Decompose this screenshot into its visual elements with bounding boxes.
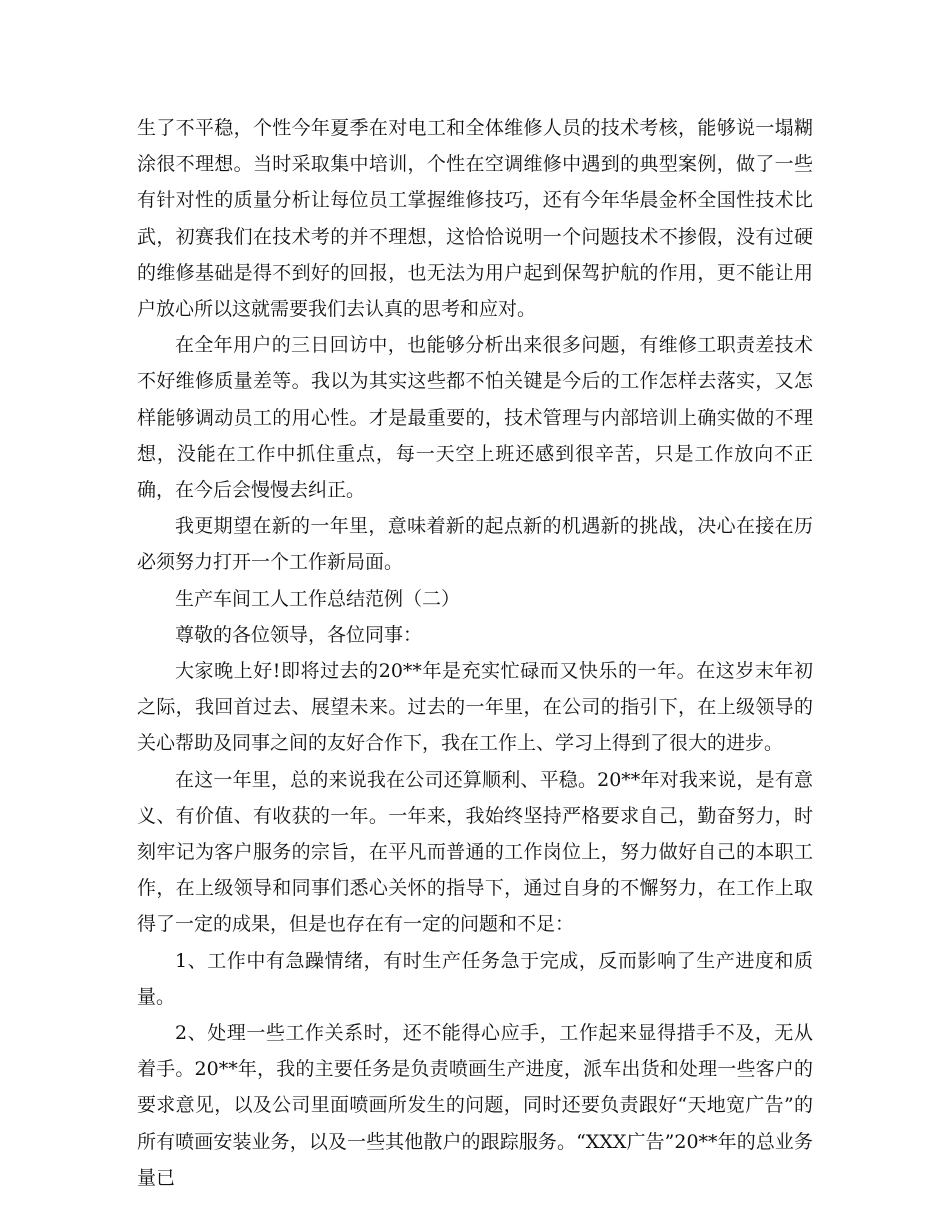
paragraph-3: 我更期望在新的一年里，意味着新的起点新的机遇新的挑战，决心在接在历必须努力打开一个工作新局面。 [137, 515, 813, 574]
list-item-2: 2、处理一些工作关系时，还不能得心应手，工作起来显得措手不及，无从着手。20**年，我的主要任务是负责喷画生产进度，派车出货和处理一些客户的要求意见，以及公司里面喷画所发生的问题，同时还要负责跟好“天地宽广告”的所有喷画安装业务，以及一些其他散户的跟踪服务。“XXX广告”20**年的总业务量已 [137, 1022, 813, 1189]
section-heading: 生产车间工人工作总结范例（二） [175, 587, 461, 610]
paragraph-2: 在全年用户的三日回访中，也能够分析出来很多问题，有维修工职责差技术不好维修质量差等。我以为其实这些都不怕关键是今后的工作怎样去落实，又怎样能够调动员工的用心性。才是最重要的，技术管理与内部培训上确实做的不理想，没能在工作中抓住重点，每一天空上班还感到很辛苦，只是工作放向不正确，在今后会慢慢去纠正。 [137, 334, 813, 502]
paragraph-1: 生了不平稳，个性今年夏季在对电工和全体维修人员的技术考核，能够说一塌糊涂很不理想。当时采取集中培训，个性在空调维修中遇到的典型案例，做了一些有针对性的质量分析让每位员工掌握维修技巧，还有今年华晨金杯全国性技术比武，初赛我们在技术考的并不理想，这恰恰说明一个问题技术不掺假，没有过硬的维修基础是得不到好的回报，也无法为用户起到保驾护航的作用，更不能让用户放心所以这就需要我们去认真的思考和应对。 [137, 117, 813, 321]
salutation: 尊敬的各位领导，各位同事： [175, 623, 423, 646]
paragraph-7: 在这一年里，总的来说我在公司还算顺利、平稳。20**年对我来说，是有意义、有价值、有收获的一年。一年来，我始终坚持严格要求自己，勤奋努力，时刻牢记为客户服务的宗旨，在平凡而普通的工作岗位上，努力做好自己的本职工作，在上级领导和同事们悉心关怀的指导下，通过自身的不懈努力，在工作上取得了一定的成果，但是也存在有一定的问题和不足： [137, 768, 813, 936]
paragraph-6: 大家晚上好!即将过去的20**年是充实忙碌而又快乐的一年。在这岁末年初之际，我回首过去、展望未来。过去的一年里，在公司的指引下，在上级领导的关心帮助及同事之间的友好合作下，我在工作上、学习上得到了很大的进步。 [137, 660, 813, 755]
list-item-1: 1、工作中有急躁情绪，有时生产任务急于完成，反而影响了生产进度和质量。 [137, 949, 813, 1008]
document-body [137, 110, 813, 1196]
